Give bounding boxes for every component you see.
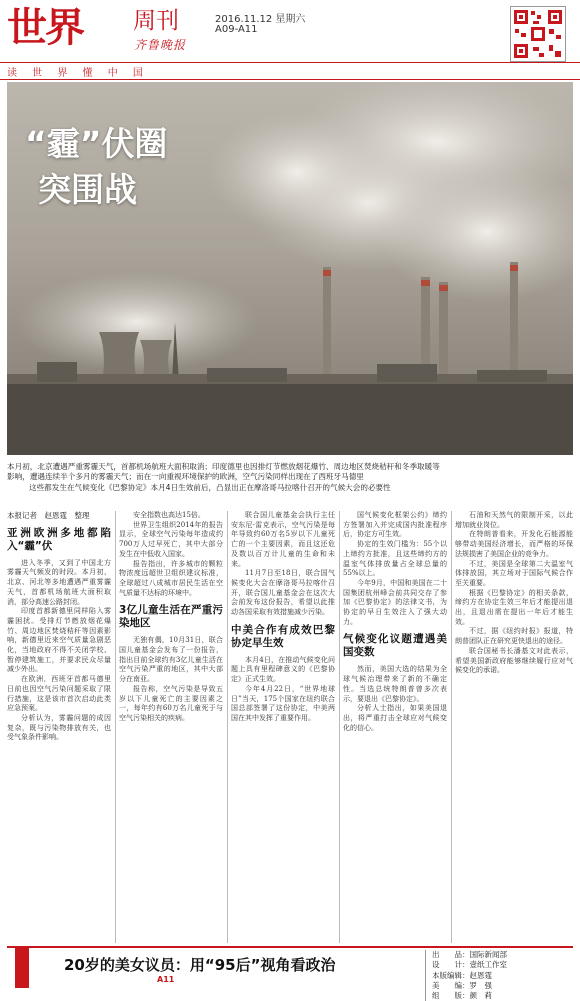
qr-code-icon[interactable] (510, 6, 566, 62)
paragraph: 进入冬季，又到了中国北方雾霾天气频发的时段。本月初，北京、河北等多地遭遇严重雾霾天气，首都机场航班大面积取消，部分高速公路封闭。 (7, 558, 111, 606)
subheading-children: 3亿儿童生活在严重污染地区 (119, 604, 223, 630)
paragraph: 报告称，空气污染是导致五岁以下儿童死亡的主要因素之一，每年约有60万名儿童死于与空气污染相关的疾病。 (119, 684, 223, 722)
section-logo: 世界 (7, 5, 83, 51)
column-divider (115, 511, 116, 943)
lead-title-line1: “霾”伏圈 (25, 124, 168, 163)
section-slogan-bar (0, 62, 580, 80)
credit-line: 美 编：罗 强 (432, 980, 492, 990)
subheading-us-variable: 气候变化议题遭遇美国变数 (343, 633, 447, 659)
credit-line: 本版编辑：赵恩霆 (432, 970, 492, 980)
subheading-china-us: 中美合作有成效巴黎协定早生效 (231, 623, 335, 649)
paragraph: 分析人士指出，如果美国退出，将严重打击全球应对气候变化的信心。 (343, 704, 447, 732)
article-column-3 (231, 511, 335, 943)
paragraph: 印度首都新德里同样陷入雾霾困扰。受排灯节燃放烟花爆竹、周边地区焚烧秸秆等因素影响，新德里近来空气质量急剧恶化，当地政府不得不关闭学校、暂停建筑施工，并要求民众尽量减少外出。 (7, 607, 111, 674)
lead-title-line2: 突围战 (38, 170, 137, 209)
page-range: A09-A11 (215, 24, 258, 35)
weekly-label: 周刊 (133, 8, 179, 34)
paragraph: 安全指数也高达15倍。 (133, 511, 205, 519)
teaser-page-number: A11 (157, 975, 175, 984)
photo-caption (7, 462, 573, 493)
column-divider (227, 511, 228, 943)
paragraph: 分析认为，雾霾问题的成因复杂，既与污染物排放有关，也受气象条件影响。 (7, 713, 111, 742)
credit-line: 出 品：国际新闻部 (432, 950, 507, 959)
paragraph: 本月4日，在推动气候变化问题上具有里程碑意义的《巴黎协定》正式生效。 (231, 655, 335, 684)
section-slogan: 读 世 界 懂 中 国 (7, 68, 149, 79)
article-column-5 (455, 511, 573, 943)
credit-line: 组 版：颜 莉 (432, 991, 492, 1001)
paragraph: 报告指出，许多城市的颗粒物浓度远超世卫组织建议标准，全球超过八成城市居民生活在空气质量不达标的环境中。 (119, 559, 223, 597)
credit-line: 设 计：壹纸工作室 (432, 960, 507, 970)
paragraph: 无独有偶，10月31日，联合国儿童基金会发布了一份报告，指出目前全球约有3亿儿童生活在空气污染严重的地区，其中大部分在南亚。 (119, 636, 223, 684)
paragraph: 11月7日至18日，联合国气候变化大会在摩洛哥马拉喀什召开，联合国儿童基金会在这次大会前发布这份报告，希望以此推动各国采取有效措施减少污染。 (231, 569, 335, 617)
column-divider (451, 511, 452, 943)
subheading-asia-europe: 亚洲欧洲多地都陷入“霾”伏 (7, 526, 111, 552)
page-credits (425, 950, 580, 1001)
paragraph: 世界卫生组织2014年的报告显示，全球空气污染每年造成约700万人过早死亡，其中大部分发生在中低收入国家。 (119, 520, 223, 558)
paragraph: 不过，美国是全球第二大温室气体排放国，其立场对于国际气候合作至关重要。 (455, 559, 573, 587)
paragraph: 今年4月22日，“世界地球日”当天，175个国家在纽约联合国总部签署了这份协定，中美两国在其中发挥了重要作用。 (231, 684, 335, 722)
footer-accent-bar (15, 948, 29, 988)
byline: 本报记者 赵恩霆 整理 (7, 511, 90, 520)
footer-strip (7, 946, 573, 1001)
paragraph: 不过，据《纽约时报》报道，特朗普团队正在研究更快退出的途径。 (455, 627, 573, 646)
paper-name: 齐鲁晚报 (134, 38, 187, 52)
paragraph: 在特朗普看来，开发化石能源能够带动美国经济增长，而严格的环保法规损害了美国企业的竞争力。 (455, 530, 573, 558)
masthead (0, 0, 580, 62)
paragraph: 联合国秘书长潘基文对此表示，希望美国新政府能够继续履行应对气候变化的承诺。 (455, 646, 573, 675)
paragraph: 然而，美国大选的结果为全球气候治理带来了新的不确定性。当选总统特朗普曾多次表示，要退出《巴黎协定》。 (343, 665, 447, 703)
issue-date: 2016.11.12 星期六 (215, 14, 306, 25)
caption-line: 影响，遭遇连续半个多月的雾霾天气；而在一向重视环境保护的欧洲，空气污染同样出现在了西班牙马德里 (7, 472, 364, 482)
paragraph: 国气候变化框架公约》缔约方签署加入并完成国内批准程序后，协定方可生效。 (343, 511, 447, 539)
article-column-4 (343, 511, 447, 943)
column-divider (339, 511, 340, 943)
article-column-1 (7, 511, 111, 943)
paragraph: 根据《巴黎协定》的相关条款，缔约方在协定生效三年后才能提出退出，且退出需在提出一年后才能生效。 (455, 588, 573, 626)
paragraph: 今年9月，中国和美国在二十国集团杭州峰会前共同交存了参加《巴黎协定》的法律文书，为协定的早日生效注入了强大动力。 (343, 578, 447, 626)
next-page-teaser[interactable]: 20岁的美女议员：用“95后”视角看政治 (64, 956, 336, 974)
paragraph: 石油和天然气的限制开采，以此增加就业岗位。 (455, 511, 573, 529)
paragraph: 协定的生效门槛为：55个以上缔约方批准，且这些缔约方的温室气体排放量占全球总量的55%以上。 (343, 540, 447, 578)
caption-line: 本月初，北京遭遇严重雾霾天气，首都机场航班大面积取消；印度德里也因排灯节燃放烟花爆竹、周边地区焚烧秸秆和冬季取暖等 (7, 462, 440, 471)
caption-line: 这些都发生在气候变化《巴黎协定》本月4日生效前后，凸显出正在摩洛哥马拉喀什召开的气候大会的必要性 (29, 482, 391, 492)
article-column-2 (119, 511, 223, 943)
paragraph: 在欧洲，西班牙首都马德里日前也因空气污染问题采取了限行措施，这是该市首次启动此类应急预案。 (7, 675, 111, 713)
paragraph: 联合国儿童基金会执行主任安东尼·雷克表示，空气污染是每年导致约60万名5岁以下儿童死亡的一个主要因素，而且这还危及数以百万计儿童的生命和未来。 (231, 511, 335, 568)
lead-photo (7, 82, 573, 455)
